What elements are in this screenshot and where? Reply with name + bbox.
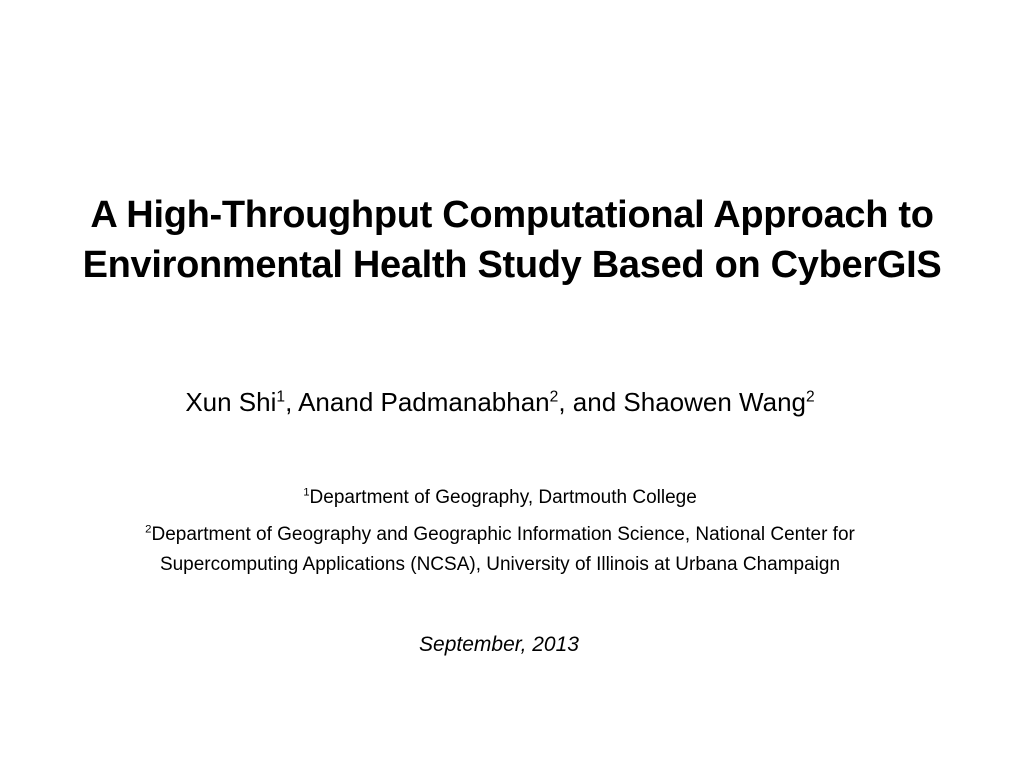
author-affiliation-mark-2: 2 [549, 388, 559, 406]
affiliation-1 [20, 483, 980, 513]
title-line-1: A High-Throughput Computational Approach to [90, 194, 934, 236]
affiliation-mark-1: 1 [303, 486, 310, 499]
slide-title [20, 190, 1004, 290]
author-name-2: Anand Padmanabhan [298, 387, 550, 417]
affiliation-2 [20, 520, 980, 580]
presentation-date: September, 2013 [419, 633, 579, 656]
author-separator-1: , [285, 387, 299, 417]
affiliation-1-text: Department of Geography, Dartmouth College [309, 487, 697, 508]
affiliation-2-line-1 [20, 520, 980, 550]
title-line-2: Environmental Health Study Based on CyberGIS [82, 244, 942, 286]
author-affiliation-mark-3: 2 [806, 388, 815, 406]
author-separator-2: , and [558, 387, 624, 417]
affiliation-2-text-2: Supercomputing Applications (NCSA), University of Illinois at Urbana Champaign [159, 554, 841, 575]
author-name-1: Xun Shi [185, 387, 277, 417]
author-list [0, 382, 1000, 422]
author-affiliation-mark-1: 1 [276, 388, 286, 406]
affiliation-mark-2: 2 [145, 523, 152, 536]
affiliation-2-text-1: Department of Geography and Geographic Information Science, National Center for [151, 524, 855, 545]
author-name-3: Shaowen Wang [623, 387, 806, 417]
